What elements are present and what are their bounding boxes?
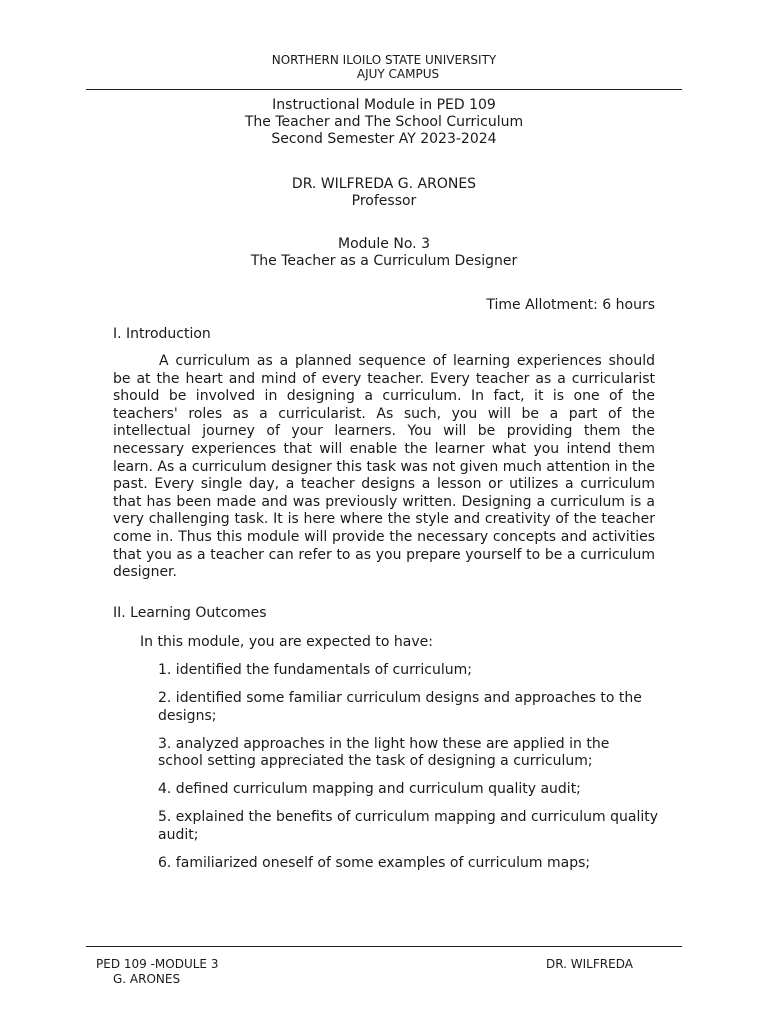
learning-outcomes-heading: II. Learning Outcomes	[113, 605, 267, 621]
footer-author-continued: G. ARONES	[113, 972, 181, 986]
module-topic: The Teacher as a Curriculum Designer	[250, 253, 518, 269]
module-number: Module No. 3	[338, 236, 430, 252]
list-item: 5. explained the benefits of curriculum mapping and curriculum quality audit;	[158, 809, 659, 843]
header-divider	[86, 89, 682, 90]
list-item: 4. defined curriculum mapping and curriculum quality audit;	[158, 781, 581, 797]
list-item: 2. identified some familiar curriculum designs and approaches to the designs;	[158, 690, 642, 724]
footer-course: PED 109 -MODULE 3	[96, 957, 219, 971]
introduction-heading: I. Introduction	[113, 326, 211, 342]
course-subtitle: The Teacher and The School Curriculum	[244, 114, 524, 130]
author-block	[0, 176, 768, 210]
time-allotment: Time Allotment: 6 hours	[486, 297, 655, 313]
course-title: Instructional Module in PED 109	[272, 97, 496, 113]
list-item: 6. familiarized oneself of some examples of curriculum maps;	[158, 854, 591, 871]
author-title: Professor	[351, 193, 417, 209]
author-name: DR. WILFREDA G. ARONES	[291, 176, 477, 192]
campus-name: AJUY CAMPUS	[356, 67, 440, 81]
learning-outcomes-list	[158, 662, 658, 883]
university-name: NORTHERN ILOILO STATE UNIVERSITY	[271, 53, 497, 67]
module-block	[0, 236, 768, 270]
learning-outcomes-intro: In this module, you are expected to have:	[140, 634, 433, 650]
footer-author: DR. WILFREDA	[546, 957, 633, 971]
semester-line: Second Semester AY 2023-2024	[271, 131, 497, 147]
introduction-paragraph: A curriculum as a planned sequence of learning experiences should be at the heart and mind of every teacher. Every teacher as a curricularist should be involved in designing a curriculum. In fact, it is one of the teachers' roles as a curricularist. As such, you will be a part of the intellectual journey of your learners. You will be providing them the necessary experiences that will enable the learner what you intend them learn. As a curriculum designer this task was not given much attention in the past. Every single day, a teacher designs a lesson or utilizes a curriculum that has been made and was previously written. Designing a curriculum is a very challenging task. It is here where the style and creativity of the teacher come in. Thus this module will provide the necessary concepts and activities that you as a teacher can refer to as you prepare yourself to be a curriculum designer.	[113, 353, 655, 581]
module-info-block	[0, 97, 768, 148]
footer-divider	[86, 946, 682, 947]
list-item: 3. analyzed approaches in the light how these are applied in the school setting appreciated the task of designing a curriculum;	[158, 735, 610, 769]
list-item: 1. identified the fundamentals of curriculum;	[158, 662, 472, 678]
